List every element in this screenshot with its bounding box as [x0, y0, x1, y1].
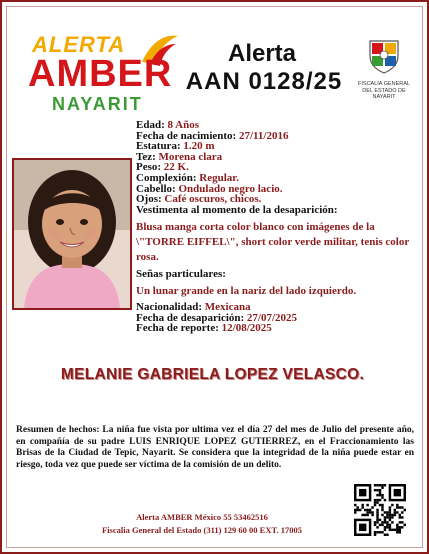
child-name: MELANIE GABRIELA LOPEZ VELASCO.	[60, 366, 365, 383]
fiscalia-text: FISCALÍA GENERAL DEL ESTADO DE NAYARIT	[358, 81, 410, 100]
alerta-amber-logo	[28, 32, 178, 122]
contact-footer	[62, 511, 342, 537]
detail-nacionalidad: Nacionalidad: Mexicana	[136, 300, 251, 313]
detail-nacimiento: Fecha de nacimiento: 27/11/2016	[136, 129, 289, 142]
footer-fiscalia-phone: Fiscalia General del Estado (311) 129 60 00 EXT. 17005	[101, 525, 303, 535]
logo-amber-text: AMBER	[28, 53, 173, 95]
child-details	[136, 120, 418, 334]
detail-desaparicion: Fecha de desaparición: 27/07/2025	[136, 311, 298, 324]
detail-edad: Edad: 8 Años	[136, 119, 199, 131]
detail-ojos: Ojos: Café oscuros, chicos.	[136, 193, 262, 206]
alert-title: Alerta	[227, 40, 297, 67]
detail-senas-label: Señas particulares:	[136, 268, 226, 281]
detail-vestimenta-label: Vestimenta al momento de la desaparición:	[136, 203, 338, 216]
logo-alerta-text: ALERTA	[32, 32, 126, 57]
detail-cabello: Cabello: Ondulado negro lacio.	[136, 182, 283, 195]
detail-tez: Tez: Morena clara	[136, 150, 223, 163]
qr-code[interactable]	[354, 484, 406, 536]
alert-code: AAN 0128/25	[185, 68, 343, 95]
detail-reporte: Fecha de reporte: 12/08/2025	[136, 322, 272, 335]
logo-nayarit-text: NAYARIT	[52, 94, 143, 114]
missing-child-photo	[12, 158, 132, 310]
detail-peso: Peso: 22 K.	[136, 161, 189, 174]
detail-vestimenta: Blusa manga corta color blanco con imágenes de la \"TORRE EIFFEL\", short color verde militar, tenis color rosa.	[136, 221, 410, 264]
detail-complexion: Complexión: Regular.	[136, 171, 239, 184]
detail-estatura: Estatura: 1.20 m	[136, 140, 215, 153]
detail-senas: Un lunar grande en la nariz del lado izquierdo.	[136, 284, 357, 297]
summary-text: Resumen de hechos: La niña fue vista por ultima vez el día 27 del mes de Julio del presente año, en compañía de su padre LUIS ENRIQUE LOPEZ GUTIERREZ, en el Fraccionamiento las Brisas de la Ciudad de Tepic, Nayarit. Se considera que la integridad de la niña puede estar en riesgo, toda vez que puede ser víctima de la comisión de un delito.	[16, 425, 414, 470]
footer-amber-phone: Alerta AMBER México 55 53462516	[136, 512, 268, 522]
coat-of-arms-icon	[367, 38, 401, 74]
fiscalia-seal	[352, 38, 416, 101]
